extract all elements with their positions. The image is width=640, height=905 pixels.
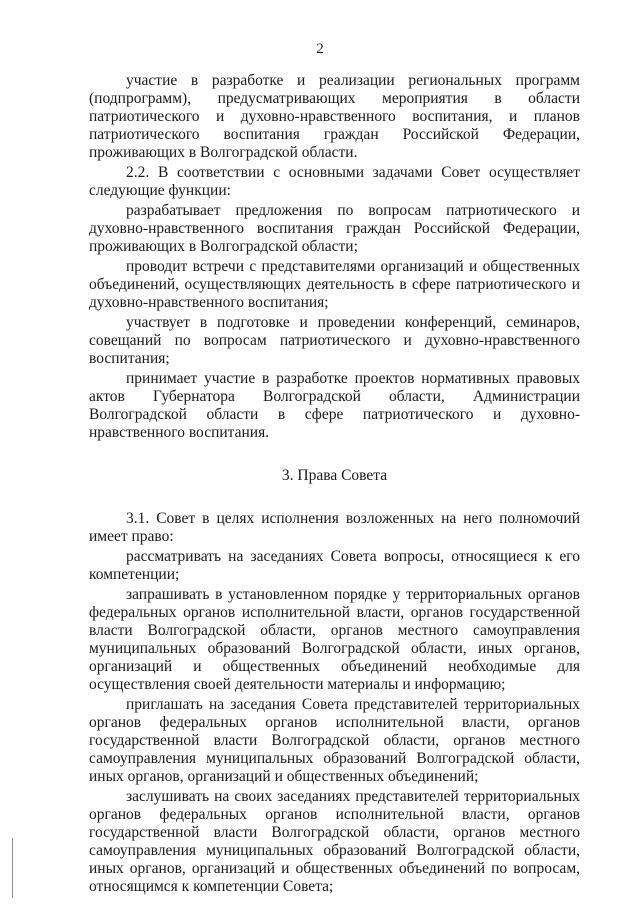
paragraph: принимает участие в разработке проектов нормативных правовых актов Губернатора Волгоградской области, Администрации Волгоградской области в сфере патриотического и духовно-нравственного воспитания. [89,370,580,441]
page-number: 2 [316,41,324,57]
paragraph: заслушивать на своих заседаниях представителей территориальных органов федеральных органов исполнительной власти, органов государственной власти Волгоградской области, органов местного самоуправления муниципальных образований Волгоградской области, иных органов, организаций и общественных объединений по вопросам, относящимся к компетенции Совета; [89,788,580,895]
paragraph: приглашать на заседания Совета представителей территориальных органов федеральных органов исполнительной власти, органов государственной власти Волгоградской области, органов местного самоуправления муниципальных образований Волгоградской области, иных органов, организаций и общественных объединений; [89,696,580,785]
paragraph: 2.2. В соответствии с основными задачами Совет осуществляет следующие функции: [89,164,580,199]
paragraph: рассматривать на заседаниях Совета вопросы, относящиеся к его компетенции; [89,548,580,583]
document-body [89,72,580,896]
paragraph: запрашивать в установленном порядке у территориальных органов федеральных органов исполнительной власти, органов государственной власти Волгоградской области, органов местного самоуправления муниципальных образований Волгоградской области, иных органов, организаций и общественных объединений необходимые для осуществления своей деятельности материалы и информацию; [89,586,580,693]
paragraph: участвует в подготовке и проведении конференций, семинаров, совещаний по вопросам патриотического и духовно-нравственного воспитания; [89,314,580,367]
paragraph: проводит встречи с представителями организаций и общественных объединений, осуществляющих деятельность в сфере патриотического и духовно-нравственного воспитания; [89,258,580,311]
paragraph: разрабатывает предложения по вопросам патриотического и духовно-нравственного воспитания граждан Российской Федерации, проживающих в Волгоградской области; [89,202,580,255]
section-heading: 3. Права Совета [281,467,388,484]
paragraph: участие в разработке и реализации региональных программ (подпрограмм), предусматривающих мероприятия в области патриотического и духовно-нравственного воспитания, и планов патриотического воспитания граждан Российской Федерации, проживающих в Волгоградской области. [89,72,580,161]
paragraph: 3.1. Совет в целях исполнения возложенных на него полномочий имеет право: [89,510,580,545]
scan-edge-line [12,838,13,898]
